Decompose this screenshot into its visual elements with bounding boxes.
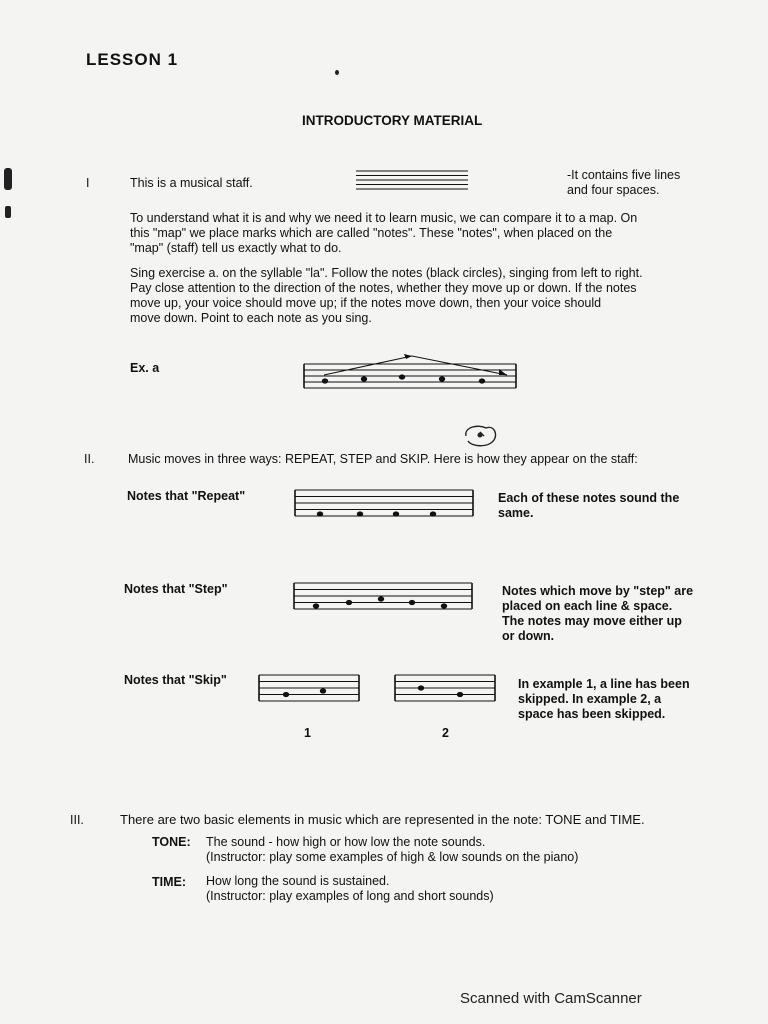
staff-intro-text: This is a musical staff. [130, 176, 253, 190]
section-3-intro: There are two basic elements in music which are represented in the note: TONE and TIME. [120, 812, 645, 827]
repeat-description-line: same. [498, 506, 534, 520]
direction-arrow [324, 356, 507, 375]
note [430, 511, 436, 516]
paragraph-1-line: To understand what it is and why we need it to learn music, we can compare it to a map. On [130, 211, 638, 225]
staff-note-line-1: -It contains five lines [567, 168, 681, 182]
arrow-head-icon [404, 354, 412, 359]
example-a-label: Ex. a [130, 361, 160, 375]
note [479, 378, 485, 383]
section-3-numeral: III. [70, 813, 84, 827]
paragraph-1-line: "map" (staff) tell us exactly what to do. [130, 241, 342, 255]
note [357, 511, 363, 516]
paragraph-2-line: Sing exercise a. on the syllable "la". Follow the notes (black circles), singing from left to right. [130, 266, 643, 280]
section-2-numeral: II. [84, 452, 95, 466]
tone-text-line: (Instructor: play some examples of high & low sounds on the piano) [206, 850, 579, 864]
note [439, 376, 445, 381]
step-staff [292, 580, 474, 614]
note [441, 603, 447, 608]
repeat-staff [293, 487, 475, 521]
note [361, 376, 367, 381]
tone-text-line: The sound - how high or how low the note sounds. [206, 835, 486, 849]
small-staff-diagram [354, 168, 470, 192]
tone-label: TONE: [152, 835, 191, 849]
step-description-line: or down. [502, 629, 555, 643]
note [313, 603, 319, 608]
section-2-intro: Music moves in three ways: REPEAT, STEP and SKIP. Here is how they appear on the staff: [128, 452, 638, 466]
step-description-line: The notes may move either up [502, 614, 682, 628]
repeat-description-line: Each of these notes sound the [498, 491, 680, 505]
time-label: TIME: [152, 875, 187, 889]
scan-speck [4, 168, 12, 190]
section-1-numeral: I [86, 176, 90, 190]
camscanner-watermark: Scanned with CamScanner [460, 990, 642, 1007]
handwritten-scribble [458, 422, 504, 450]
staff-note-line-2: and four spaces. [567, 183, 660, 197]
lesson-title: LESSON 1 [86, 50, 179, 69]
note [346, 600, 352, 605]
note [283, 692, 289, 697]
page-heading: INTRODUCTORY MATERIAL [302, 113, 483, 128]
step-description-line: Notes which move by "step" are [502, 584, 694, 598]
note [320, 688, 326, 693]
note [399, 374, 405, 379]
step-label: Notes that "Step" [124, 582, 228, 596]
skip-example-number-1: 1 [304, 726, 311, 740]
skip-description-line: space has been skipped. [518, 707, 666, 721]
scan-speck [5, 206, 11, 218]
paragraph-2-line: move down. Point to each note as you sing. [130, 311, 372, 325]
skip-description-line: In example 1, a line has been [518, 677, 690, 691]
paragraph-2-line: move up, your voice should move up; if the notes move down, then your voice should [130, 296, 602, 310]
skip-staff-example-2 [393, 672, 497, 704]
example-a-staff [302, 350, 518, 394]
skip-staff-example-1 [257, 672, 361, 704]
skip-label: Notes that "Skip" [124, 673, 227, 687]
skip-description-line: skipped. In example 2, a [518, 692, 662, 706]
note [409, 600, 415, 605]
time-text-line: How long the sound is sustained. [206, 874, 390, 888]
skip-example-number-2: 2 [442, 726, 449, 740]
note [418, 685, 424, 690]
note [393, 511, 399, 516]
scan-speck [335, 70, 339, 75]
step-description-line: placed on each line & space. [502, 599, 673, 613]
paragraph-2-line: Pay close attention to the direction of the notes, whether they move up or down. If the notes [130, 281, 637, 295]
note [457, 692, 463, 697]
note [378, 596, 384, 601]
note [322, 378, 328, 383]
paragraph-1-line: this "map" we place marks which are called "notes". These "notes", when placed on the [130, 226, 613, 240]
note [317, 511, 323, 516]
time-text-line: (Instructor: play examples of long and short sounds) [206, 889, 494, 903]
repeat-label: Notes that "Repeat" [127, 489, 246, 503]
